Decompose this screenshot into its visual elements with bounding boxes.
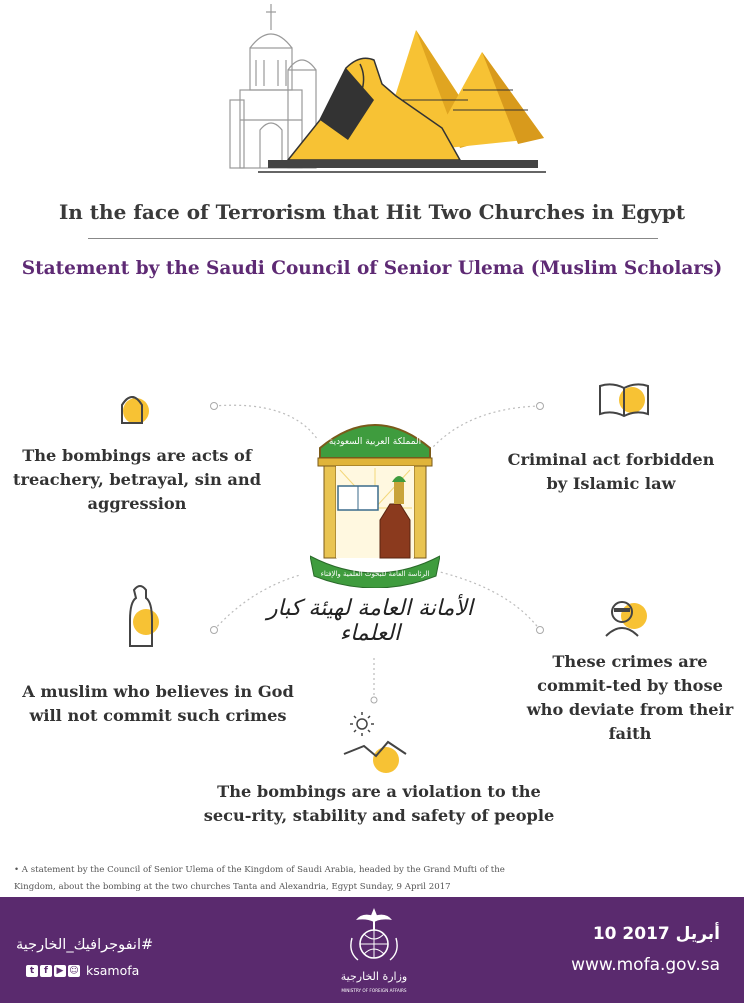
date: 10 أبريل 2017 bbox=[592, 924, 720, 944]
point-violation: The bombings are a violation to the secu-rity, stability and safety of people bbox=[203, 782, 555, 825]
point-believer: A muslim who believes in God will not commit such crimes bbox=[22, 682, 294, 725]
facebook-icon[interactable]: f bbox=[40, 965, 52, 977]
book-icon bbox=[594, 378, 654, 422]
calligraphy-signature: الأمانة العامة لهيئة كبار العلماء bbox=[266, 596, 474, 646]
twitter-icon[interactable]: t bbox=[26, 965, 38, 977]
point-deviate: These crimes are commit-ted by those who deviate from their faith bbox=[526, 652, 734, 743]
main-title: In the face of Terrorism that Hit Two Churches in Egypt bbox=[58, 200, 686, 224]
emblem-top-text: المملكة العربية السعودية bbox=[328, 437, 422, 447]
emblem-band-text: الرئاسة العامة للبحوث العلمية والإفتاء bbox=[320, 570, 430, 578]
footnote: • A statement by the Council of Senior Ulema of the Kingdom of Saudi Arabia, headed by the Grand Mufti of the Kingdom, about the bombing at the two churches Tanta and Alexandria, Egypt Sunday, 9 April 2017 bbox=[14, 865, 505, 892]
social-handle[interactable]: ksamofa bbox=[86, 963, 140, 978]
youtube-icon[interactable]: ▶ bbox=[54, 965, 66, 977]
social-links bbox=[26, 963, 139, 978]
hashtag[interactable]: #انفوجرافيك_الخارجية bbox=[16, 937, 154, 953]
ministry-name-en: MINISTRY OF FOREIGN AFFAIRS bbox=[341, 988, 407, 993]
ministry-name-ar: وزارة الخارجية bbox=[340, 970, 408, 983]
point-treachery: The bombings are acts of treachery, betrayal, sin and aggression bbox=[12, 446, 262, 513]
ministry-logo bbox=[338, 904, 410, 1000]
arch-icon bbox=[108, 385, 156, 427]
council-emblem bbox=[310, 408, 440, 588]
point-criminal-act: Criminal act forbidden by Islamic law bbox=[507, 450, 715, 493]
website-link[interactable]: www.mofa.gov.sa bbox=[571, 955, 720, 975]
sun-landscape-icon bbox=[340, 710, 410, 776]
person-icon bbox=[120, 580, 164, 650]
snapchat-icon[interactable]: ☺ bbox=[69, 965, 79, 976]
subtitle: Statement by the Saudi Council of Senior Ulema (Muslim Scholars) bbox=[21, 258, 723, 279]
masked-man-icon bbox=[598, 594, 652, 640]
